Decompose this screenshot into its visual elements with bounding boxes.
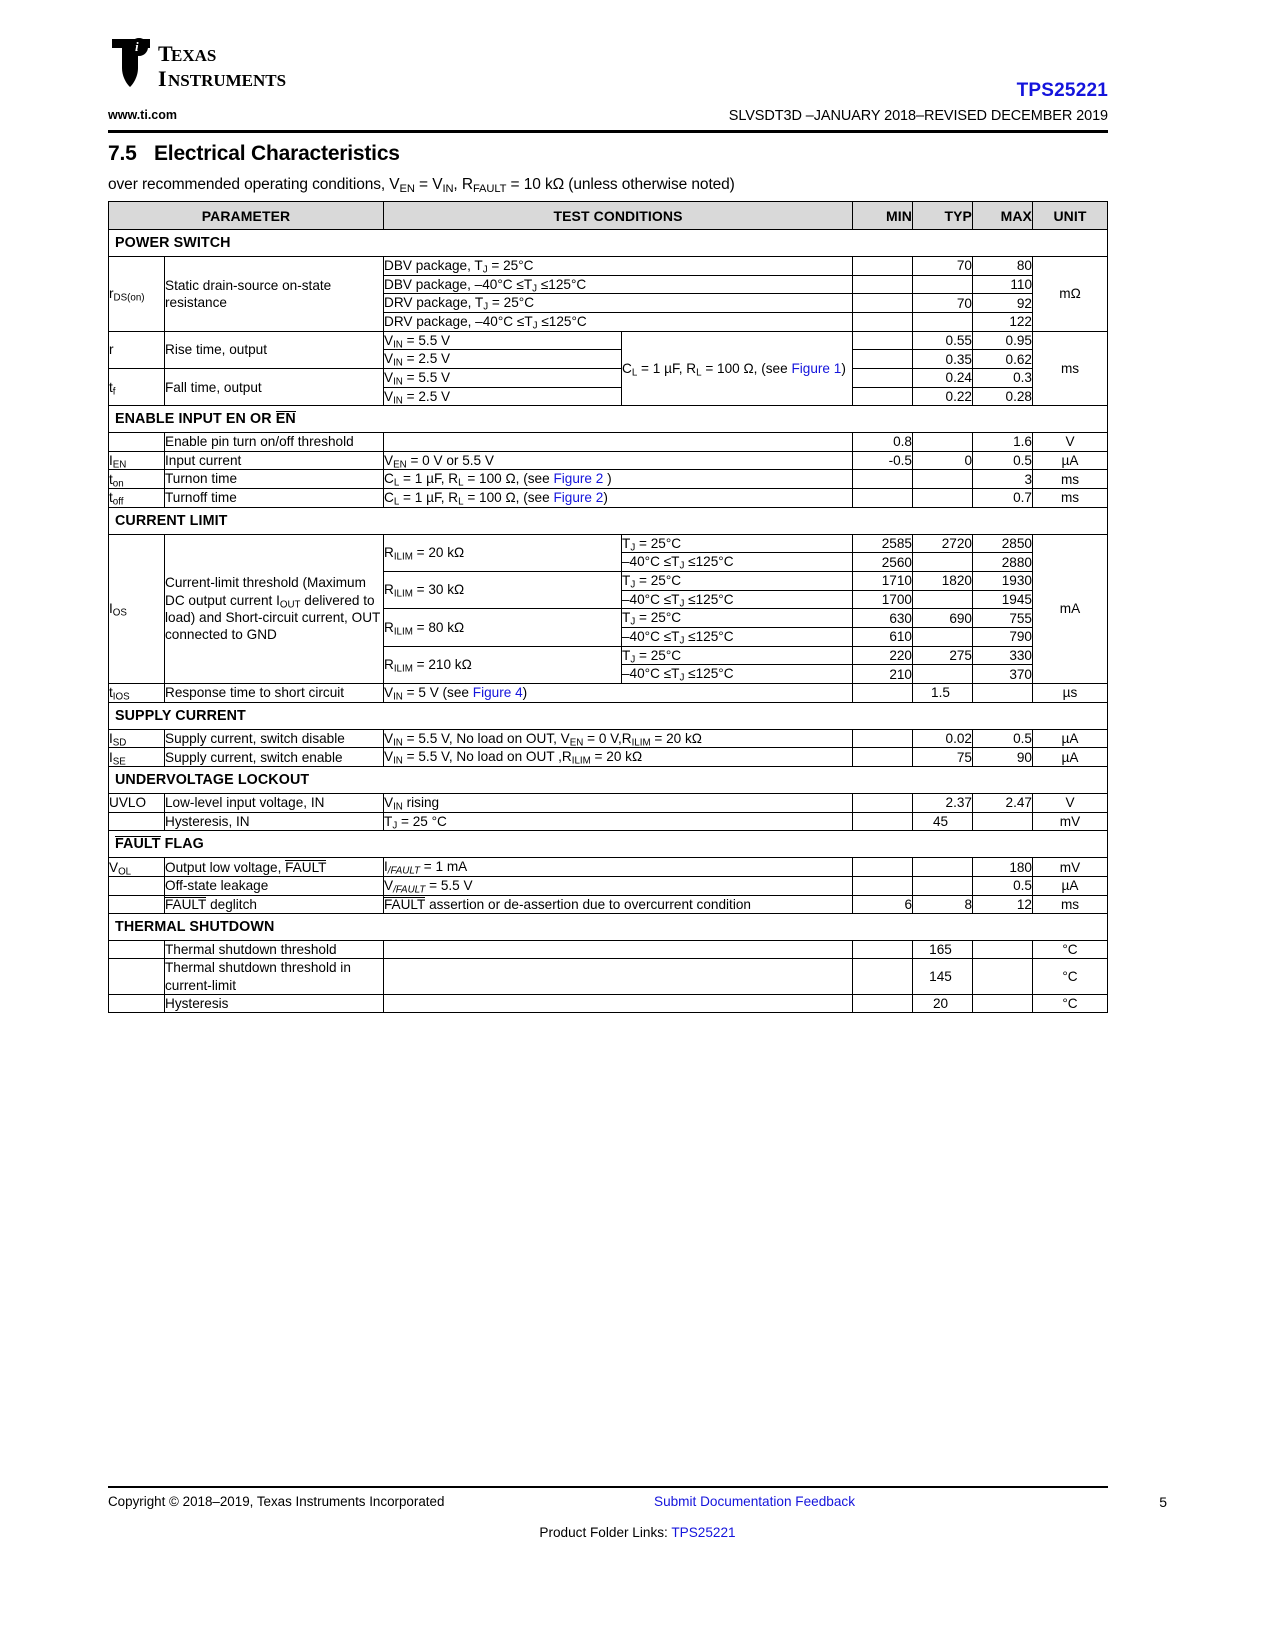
test-condition-rilim: $R_{ILIM} = 80$ kΩ xyxy=(384,609,622,646)
section-title-text: Electrical Characteristics xyxy=(154,142,400,165)
param-symbol: $I_{SD}$ xyxy=(109,729,165,748)
value-min xyxy=(853,488,913,507)
value-max: 92 xyxy=(973,294,1033,313)
table-group-header xyxy=(109,766,1108,793)
svg-text:T: T xyxy=(158,41,173,66)
test-condition-rilim: $R_{ILIM} = 210$ kΩ xyxy=(384,646,622,683)
value-typ xyxy=(913,470,973,489)
param-symbol xyxy=(109,433,165,451)
value-unit: mA xyxy=(1033,534,1108,683)
value-unit: µA xyxy=(1033,748,1108,767)
value-max: 80 xyxy=(973,257,1033,276)
test-condition: FAULT assertion or de-assertion due to overcurrent condition xyxy=(384,895,853,914)
value-max: 2880 xyxy=(973,553,1033,572)
value-min: 2585 xyxy=(853,534,913,553)
test-condition-temp: $T_J = 25^\circ C$ xyxy=(622,571,853,590)
test-condition: $I_{/FAULT} = 1$ mA xyxy=(384,858,853,877)
test-condition-temp: $T_J = 25^\circ C$ xyxy=(622,609,853,628)
value-unit: ms xyxy=(1033,331,1108,406)
table-group-header xyxy=(109,914,1108,941)
value-min xyxy=(853,275,913,294)
value-typ: 1.5 xyxy=(913,683,973,702)
value-min xyxy=(853,387,913,406)
product-folder-link[interactable]: TPS25221 xyxy=(671,1525,736,1540)
value-max: 0.62 xyxy=(973,350,1033,369)
value-typ: 165 xyxy=(913,941,973,959)
test-condition: $V_{/FAULT} = 5.5$ V xyxy=(384,876,853,895)
value-max: 2.47 xyxy=(973,793,1033,812)
table-row xyxy=(109,451,1108,470)
table-group-header xyxy=(109,230,1108,257)
submit-documentation-feedback-link[interactable]: Submit Documentation Feedback xyxy=(654,1494,855,1509)
value-min xyxy=(853,876,913,895)
value-min xyxy=(853,858,913,877)
footer-divider xyxy=(108,1486,1108,1488)
table-row xyxy=(109,994,1108,1012)
section-number: 7.5 xyxy=(108,142,137,165)
test-condition: $T_J = 25$ °C xyxy=(384,812,853,831)
param-name: FAULT deglitch xyxy=(165,895,384,914)
param-name: Rise time, output xyxy=(165,331,384,368)
table-row xyxy=(109,895,1108,914)
param-name: Thermal shutdown threshold in current-limit xyxy=(165,959,384,994)
electrical-characteristics-table-wrapper xyxy=(108,201,1107,1013)
value-min: 630 xyxy=(853,609,913,628)
page-header xyxy=(108,32,1108,124)
param-name: Output low voltage, FAULT xyxy=(165,858,384,877)
value-typ xyxy=(913,553,973,572)
value-min xyxy=(853,350,913,369)
test-condition: $V_{IN} = 5.5$ V xyxy=(384,369,622,388)
table-row xyxy=(109,812,1108,831)
param-symbol: $r_{DS(on)}$ xyxy=(109,257,165,332)
value-min: -0.5 xyxy=(853,451,913,470)
value-min xyxy=(853,793,913,812)
value-typ xyxy=(913,665,973,684)
group-label: UNDERVOLTAGE LOCKOUT xyxy=(109,766,1108,793)
value-unit: ms xyxy=(1033,488,1108,507)
param-name: Supply current, switch enable xyxy=(165,748,384,767)
param-symbol: $V_{OL}$ xyxy=(109,858,165,877)
svg-text:i: i xyxy=(135,39,139,54)
header-divider xyxy=(108,130,1108,133)
value-unit: mV xyxy=(1033,858,1108,877)
value-min: 0.8 xyxy=(853,433,913,451)
value-min xyxy=(853,369,913,388)
value-unit: ms xyxy=(1033,470,1108,489)
electrical-characteristics-table xyxy=(108,201,1108,1013)
group-label: POWER SWITCH xyxy=(109,230,1108,257)
test-condition-temp: $-40^\circ C \le T_J \le 125^\circ C$ xyxy=(622,665,853,684)
value-typ: 0.22 xyxy=(913,387,973,406)
col-header-max: MAX xyxy=(973,202,1033,230)
value-typ: 145 xyxy=(913,959,973,994)
table-row xyxy=(109,331,1108,350)
value-typ: 2720 xyxy=(913,534,973,553)
col-header-typ: TYP xyxy=(913,202,973,230)
param-symbol: $t_{off}$ xyxy=(109,488,165,507)
test-condition xyxy=(384,994,853,1012)
group-label: CURRENT LIMIT xyxy=(109,507,1108,534)
table-group-header xyxy=(109,507,1108,534)
value-max: 1930 xyxy=(973,571,1033,590)
value-max: 0.5 xyxy=(973,876,1033,895)
param-name: Turnoff time xyxy=(165,488,384,507)
param-name: Fall time, output xyxy=(165,369,384,406)
table-row xyxy=(109,470,1108,489)
value-min xyxy=(853,959,913,994)
value-unit: µs xyxy=(1033,683,1108,702)
svg-text:EXAS: EXAS xyxy=(171,46,217,65)
value-typ: 275 xyxy=(913,646,973,665)
table-row xyxy=(109,534,1108,553)
col-header-min: MIN xyxy=(853,202,913,230)
value-max: 0.28 xyxy=(973,387,1033,406)
value-typ: 70 xyxy=(913,257,973,276)
value-max: 0.5 xyxy=(973,729,1033,748)
part-number-title: TPS25221 xyxy=(1016,80,1108,101)
table-row xyxy=(109,729,1108,748)
test-condition: $V_{IN} = 5.5$ V, No load on OUT $,R_{ILIM} = 20$ kΩ xyxy=(384,748,853,767)
submit-feedback-link-wrap xyxy=(0,1494,1275,1509)
value-min xyxy=(853,294,913,313)
value-typ xyxy=(913,275,973,294)
value-unit: mΩ xyxy=(1033,257,1108,332)
document-id-and-dates: SLVSDT3D –JANUARY 2018–REVISED DECEMBER 2019 xyxy=(728,108,1108,124)
param-symbol xyxy=(109,941,165,959)
section-heading xyxy=(108,142,400,166)
value-typ: 0.35 xyxy=(913,350,973,369)
section-subtitle: over recommended operating conditions, $V_{EN} = V_{IN}$, $R_{FAULT} = 10$ kΩ (unless otherwise noted) xyxy=(108,176,735,196)
value-min: 220 xyxy=(853,646,913,665)
test-condition-rilim: $R_{ILIM} = 30$ kΩ xyxy=(384,571,622,608)
value-max: 1.6 xyxy=(973,433,1033,451)
table-group-header xyxy=(109,406,1108,433)
test-condition: $V_{IN}$ rising xyxy=(384,793,853,812)
value-min: 6 xyxy=(853,895,913,914)
param-symbol: $t_f$ xyxy=(109,369,165,406)
value-max: 790 xyxy=(973,627,1033,646)
test-condition: DBV package, $T_J = 25^\circ C$ xyxy=(384,257,853,276)
value-unit: V xyxy=(1033,433,1108,451)
value-min xyxy=(853,748,913,767)
param-symbol xyxy=(109,959,165,994)
svg-text:I: I xyxy=(158,66,167,91)
table-group-header xyxy=(109,831,1108,858)
value-typ xyxy=(913,433,973,451)
test-condition: $C_L = 1$ µF, $R_L = 100$ Ω, (see Figure 2) xyxy=(384,488,853,507)
value-max: 0.3 xyxy=(973,369,1033,388)
param-symbol xyxy=(109,895,165,914)
value-max: 3 xyxy=(973,470,1033,489)
value-min xyxy=(853,257,913,276)
param-name: Supply current, switch disable xyxy=(165,729,384,748)
value-typ: 2.37 xyxy=(913,793,973,812)
param-name: Enable pin turn on/off threshold xyxy=(165,433,384,451)
group-label: SUPPLY CURRENT xyxy=(109,702,1108,729)
param-symbol: $t_{IOS}$ xyxy=(109,683,165,702)
value-unit: °C xyxy=(1033,959,1108,994)
test-condition-temp: $-40^\circ C \le T_J \le 125^\circ C$ xyxy=(622,553,853,572)
table-row xyxy=(109,748,1108,767)
value-min: 1700 xyxy=(853,590,913,609)
value-unit: °C xyxy=(1033,994,1108,1012)
param-symbol: $t_{on}$ xyxy=(109,470,165,489)
test-condition: $V_{EN} = 0$ V or 5.5 V xyxy=(384,451,853,470)
ti-website-link[interactable]: www.ti.com xyxy=(108,108,177,122)
value-max: 1945 xyxy=(973,590,1033,609)
value-typ: 20 xyxy=(913,994,973,1012)
value-max xyxy=(973,941,1033,959)
param-symbol: $I_{SE}$ xyxy=(109,748,165,767)
group-label: FAULT FLAG xyxy=(109,831,1108,858)
table-body xyxy=(109,230,1108,1013)
table-header-row xyxy=(109,202,1108,230)
value-max: 90 xyxy=(973,748,1033,767)
test-condition: DBV package, $-40^\circ C \le T_J \le 125^\circ C$ xyxy=(384,275,853,294)
test-condition: $V_{IN} = 5$ V (see Figure 4) xyxy=(384,683,853,702)
value-min xyxy=(853,941,913,959)
value-unit: V xyxy=(1033,793,1108,812)
table-row xyxy=(109,683,1108,702)
test-condition-rilim: $R_{ILIM} = 20$ kΩ xyxy=(384,534,622,571)
param-name: Input current xyxy=(165,451,384,470)
value-min xyxy=(853,812,913,831)
table-row xyxy=(109,941,1108,959)
page-number: 5 xyxy=(1159,1494,1167,1510)
param-symbol xyxy=(109,876,165,895)
value-typ xyxy=(913,488,973,507)
test-condition: $V_{IN} = 2.5$ V xyxy=(384,350,622,369)
value-min: 1710 xyxy=(853,571,913,590)
test-condition xyxy=(384,433,853,451)
table-row xyxy=(109,793,1108,812)
value-typ: 45 xyxy=(913,812,973,831)
value-typ: 0 xyxy=(913,451,973,470)
param-name: Turnon time xyxy=(165,470,384,489)
param-name: Response time to short circuit xyxy=(165,683,384,702)
value-min xyxy=(853,313,913,332)
test-condition: DRV package, $-40^\circ C \le T_J \le 125^\circ C$ xyxy=(384,313,853,332)
svg-text:NSTRUMENTS: NSTRUMENTS xyxy=(168,71,287,90)
product-folder-label: Product Folder Links: xyxy=(539,1525,672,1540)
value-min xyxy=(853,729,913,748)
value-unit: °C xyxy=(1033,941,1108,959)
test-condition: $V_{IN} = 5.5$ V xyxy=(384,331,622,350)
value-max xyxy=(973,959,1033,994)
value-max: 122 xyxy=(973,313,1033,332)
value-typ xyxy=(913,627,973,646)
value-typ xyxy=(913,313,973,332)
test-condition: $V_{IN} = 5.5$ V, No load on OUT, $V_{EN} = 0$ $V,R_{ILIM} = 20$ kΩ xyxy=(384,729,853,748)
value-typ: 0.02 xyxy=(913,729,973,748)
param-name: Static drain-source on-state resistance xyxy=(165,257,384,332)
param-symbol: UVLO xyxy=(109,793,165,812)
value-max: 12 xyxy=(973,895,1033,914)
param-name: Hysteresis xyxy=(165,994,384,1012)
value-max xyxy=(973,994,1033,1012)
texas-instruments-logo-icon xyxy=(108,37,308,99)
value-max: 330 xyxy=(973,646,1033,665)
value-max xyxy=(973,812,1033,831)
value-max: 110 xyxy=(973,275,1033,294)
test-condition xyxy=(384,959,853,994)
test-condition-shared: $C_L = 1$ µF, $R_L = 100$ Ω, (see Figure 1) xyxy=(622,331,853,406)
value-typ xyxy=(913,590,973,609)
table-row xyxy=(109,959,1108,994)
test-condition-temp: $-40^\circ C \le T_J \le 125^\circ C$ xyxy=(622,590,853,609)
param-name: Off-state leakage xyxy=(165,876,384,895)
col-header-parameter: PARAMETER xyxy=(109,202,384,230)
param-name: Thermal shutdown threshold xyxy=(165,941,384,959)
param-name: Low-level input voltage, IN xyxy=(165,793,384,812)
param-symbol xyxy=(109,812,165,831)
group-label: ENABLE INPUT EN OR EN xyxy=(109,406,1108,433)
value-min: 210 xyxy=(853,665,913,684)
param-symbol: $I_{EN}$ xyxy=(109,451,165,470)
group-label: THERMAL SHUTDOWN xyxy=(109,914,1108,941)
value-typ: 1820 xyxy=(913,571,973,590)
param-symbol: $I_{OS}$ xyxy=(109,534,165,683)
value-max: 0.95 xyxy=(973,331,1033,350)
product-folder-links xyxy=(0,1525,1275,1540)
value-min: 610 xyxy=(853,627,913,646)
table-row xyxy=(109,257,1108,276)
value-max: 2850 xyxy=(973,534,1033,553)
test-condition-temp: $T_J = 25^\circ C$ xyxy=(622,534,853,553)
test-condition xyxy=(384,941,853,959)
value-unit: ms xyxy=(1033,895,1108,914)
table-row xyxy=(109,369,1108,388)
test-condition: $C_L = 1$ µF, $R_L = 100$ Ω, (see Figure 2 ) xyxy=(384,470,853,489)
param-name: Hysteresis, IN xyxy=(165,812,384,831)
test-condition-temp: $T_J = 25^\circ C$ xyxy=(622,646,853,665)
value-typ: 0.24 xyxy=(913,369,973,388)
table-row xyxy=(109,858,1108,877)
value-typ xyxy=(913,858,973,877)
col-header-test-conditions: TEST CONDITIONS xyxy=(384,202,853,230)
value-typ: 690 xyxy=(913,609,973,628)
value-max: 370 xyxy=(973,665,1033,684)
copyright-notice: Copyright © 2018–2019, Texas Instruments Incorporated xyxy=(108,1494,445,1509)
value-max: 0.5 xyxy=(973,451,1033,470)
param-symbol xyxy=(109,994,165,1012)
value-min xyxy=(853,683,913,702)
test-condition: $V_{IN} = 2.5$ V xyxy=(384,387,622,406)
value-typ xyxy=(913,876,973,895)
value-unit: µA xyxy=(1033,729,1108,748)
table-group-header xyxy=(109,702,1108,729)
test-condition: DRV package, $T_J = 25^\circ C$ xyxy=(384,294,853,313)
value-min xyxy=(853,994,913,1012)
test-condition-temp: $-40^\circ C \le T_J \le 125^\circ C$ xyxy=(622,627,853,646)
value-unit: µA xyxy=(1033,451,1108,470)
value-max: 180 xyxy=(973,858,1033,877)
param-name: Current-limit threshold (Maximum DC output current $I_{OUT}$ delivered to load) and Short-circuit current, OUT connected to GND xyxy=(165,534,384,683)
value-min xyxy=(853,470,913,489)
value-unit: µA xyxy=(1033,876,1108,895)
value-max xyxy=(973,683,1033,702)
col-header-unit: UNIT xyxy=(1033,202,1108,230)
value-max: 755 xyxy=(973,609,1033,628)
value-typ: 75 xyxy=(913,748,973,767)
value-typ: 8 xyxy=(913,895,973,914)
value-max: 0.7 xyxy=(973,488,1033,507)
value-typ: 70 xyxy=(913,294,973,313)
table-row xyxy=(109,488,1108,507)
value-min: 2560 xyxy=(853,553,913,572)
param-symbol: r xyxy=(109,331,165,368)
value-unit: mV xyxy=(1033,812,1108,831)
value-min xyxy=(853,331,913,350)
table-row xyxy=(109,876,1108,895)
table-row xyxy=(109,433,1108,451)
value-typ: 0.55 xyxy=(913,331,973,350)
